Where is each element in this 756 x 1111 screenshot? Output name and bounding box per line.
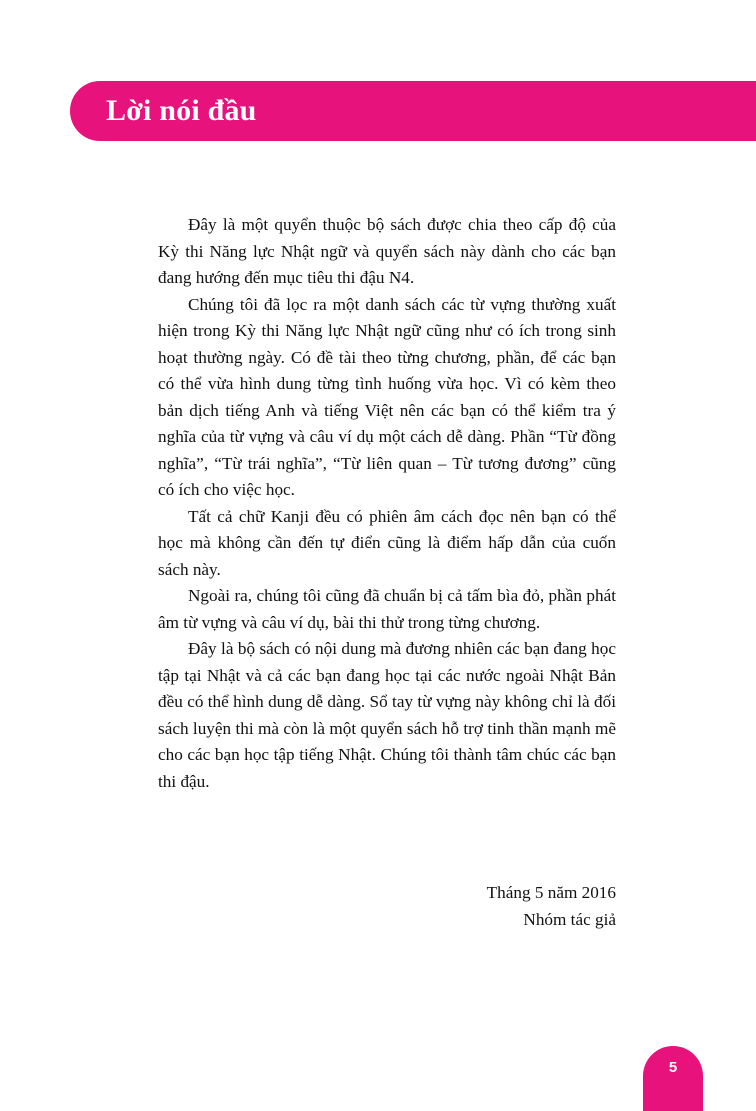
paragraph-1: Đây là một quyển thuộc bộ sách được chia theo cấp độ của Kỳ thi Năng lực Nhật ngữ và quyển sách này dành cho các bạn đang hướng đến mục tiêu thi đậu N4. (158, 215, 616, 287)
title-banner (70, 81, 756, 141)
signature-author: Nhóm tác giả (523, 909, 616, 929)
page-number: 5 (668, 1059, 678, 1076)
paragraph-3: Tất cả chữ Kanji đều có phiên âm cách đọc nên bạn có thể học mà không cần đến tự điển cũng là điểm hấp dẫn của cuốn sách này. (158, 506, 616, 579)
page-title: Lời nói đầu (106, 94, 257, 127)
signature-block (158, 880, 616, 933)
paragraph-4: Ngoài ra, chúng tôi cũng đã chuẩn bị cả tấm bìa đỏ, phần phát âm từ vựng và câu ví dụ, bài thi thử trong từng chương. (158, 586, 616, 632)
signature-date: Tháng 5 năm 2016 (486, 883, 616, 902)
paragraph-2: Chúng tôi đã lọc ra một danh sách các từ vựng thường xuất hiện trong Kỳ thi Năng lực Nhật ngữ cũng như có ích trong sinh hoạt thường ngày. Có đề tài theo từng chương, phần, để các bạn có thể vừa hình dung từng tình huống vừa học. Vì có kèm theo bản dịch tiếng Anh và tiếng Việt nên các bạn có thể kiểm tra ý nghĩa của từ vựng và câu ví dụ một cách dễ dàng. Phần “Từ đồng nghĩa”, “Từ trái nghĩa”, “Từ liên quan – Từ tương đương” cũng có ích cho việc học. (158, 294, 616, 499)
paragraph-5: Đây là bộ sách có nội dung mà đương nhiên các bạn đang học tập tại Nhật và cả các bạn đang học tại các nước ngoài Nhật Bản đều có thể hình dung dễ dàng. Sổ tay từ vựng này không chỉ là đối sách luyện thi mà còn là một quyển sách hỗ trợ tinh thần mạnh mẽ cho các bạn học tập tiếng Nhật. Chúng tôi thành tâm chúc các bạn thi đậu. (158, 639, 616, 791)
page-number-tab (643, 1046, 703, 1111)
preface-body (158, 212, 616, 795)
